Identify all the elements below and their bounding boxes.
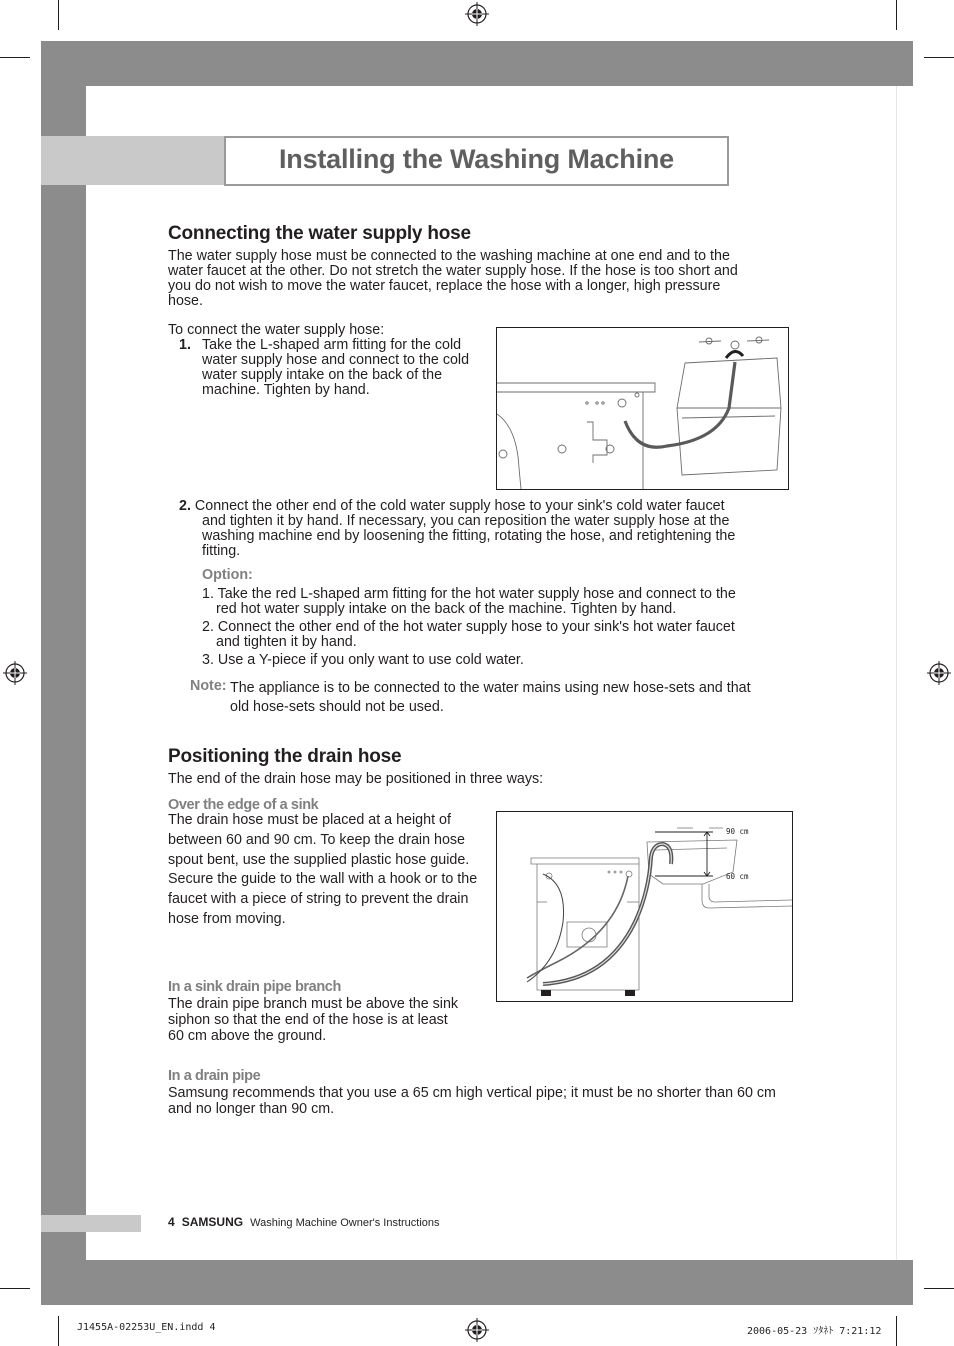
title-box bbox=[224, 136, 729, 186]
step2-continued: and tighten it by hand. If necessary, you can reposition the water supply hose at the washing machine end by loosening the fitting, rotating the hose, and retightening the fitting. bbox=[202, 513, 736, 559]
crop-mark bbox=[896, 1316, 897, 1346]
water-supply-intro: The water supply hose must be connected to the washing machine at one end and to the water faucet at the other. Do not stretch the water supply hose. If the hose is too short and you do not wish to move the water faucet, replace the hose with a longer, high pressure hose. bbox=[168, 248, 738, 309]
drain-pipe-text: Samsung recommends that you use a 65 cm high vertical pipe; it must be no shorter than 60 cm and no longer than 90 cm. bbox=[168, 1085, 776, 1117]
registration-mark-icon bbox=[465, 2, 489, 26]
subheading-sink-drain-branch: In a sink drain pipe branch bbox=[168, 979, 341, 995]
step2-first-line: 2. Connect the other end of the cold water supply hose to your sink's cold water faucet bbox=[179, 498, 725, 514]
crop-mark bbox=[58, 1316, 59, 1346]
option-label: Option: bbox=[202, 567, 253, 583]
subheading-drain-pipe: In a drain pipe bbox=[168, 1068, 261, 1084]
step1-number: 1. bbox=[179, 337, 191, 353]
note-text: The appliance is to be connected to the water mains using new hose-sets and that old hose-sets should not be used. bbox=[230, 680, 751, 715]
slug-filename: J1455A-02253U_EN.indd 4 bbox=[77, 1322, 216, 1333]
page-number: 4 bbox=[168, 1215, 175, 1229]
over-edge-text: The drain hose must be placed at a height of between 60 and 90 cm. To keep the drain hose spout bent, use the supplied plastic hose guide. Secure the guide to the wall with a hook or to the faucet with a piece of string to prevent the drain hose from moving. bbox=[168, 812, 478, 927]
option-item-3: 3. Use a Y-piece if you only want to use cold water. bbox=[202, 652, 524, 668]
crop-mark bbox=[896, 0, 897, 30]
registration-mark-icon bbox=[3, 661, 27, 685]
title-accent-band bbox=[41, 136, 225, 185]
registration-mark-icon bbox=[465, 1318, 489, 1342]
top-frame-bar bbox=[41, 41, 913, 86]
option-item-2: 2. Connect the other end of the hot water supply hose to your sink's hot water faucet and tighten it by hand. bbox=[202, 619, 735, 650]
water-supply-illustration bbox=[496, 327, 789, 490]
footer-text: Washing Machine Owner's Instructions bbox=[250, 1217, 440, 1229]
footer-accent-band bbox=[41, 1215, 141, 1232]
step1-text: Take the L-shaped arm fitting for the cold water supply hose and connect to the cold water supply intake on the back of the machine. Tighten by hand. bbox=[202, 337, 470, 398]
crop-mark bbox=[924, 57, 954, 58]
page-title: Installing the Washing Machine bbox=[278, 144, 675, 174]
option-item-1: 1. Take the red L-shaped arm fitting for the hot water supply hose and connect to the red hot water supply intake on the back of the machine. Tighten by hand. bbox=[202, 586, 736, 617]
page-footer bbox=[168, 1215, 440, 1229]
crop-mark bbox=[924, 1288, 954, 1289]
sink-drain-branch-text: The drain pipe branch must be above the sink siphon so that the end of the hose is at least 60 cm above the ground. bbox=[168, 996, 459, 1044]
brand-name: SAMSUNG bbox=[181, 1215, 244, 1229]
right-page-edge bbox=[896, 86, 913, 1260]
crop-mark bbox=[58, 0, 59, 30]
dimension-label-60: 60 cm bbox=[726, 872, 749, 881]
section-heading-drain-hose: Positioning the drain hose bbox=[168, 746, 402, 767]
step2-number: 2. bbox=[179, 498, 191, 514]
left-frame-bar bbox=[41, 41, 86, 1305]
registration-mark-icon bbox=[927, 661, 951, 685]
section-heading-water-supply: Connecting the water supply hose bbox=[168, 223, 471, 244]
crop-mark bbox=[0, 57, 30, 58]
bottom-frame-bar bbox=[41, 1260, 913, 1305]
note-label: Note: bbox=[190, 678, 227, 694]
crop-mark bbox=[0, 1288, 30, 1289]
drain-hose-illustration bbox=[496, 811, 793, 1002]
slug-timestamp: 2006-05-23 ｿﾀﾈﾄ 7:21:12 bbox=[747, 1326, 882, 1337]
drain-hose-intro: The end of the drain hose may be positioned in three ways: bbox=[168, 771, 544, 787]
dimension-label-90: 90 cm bbox=[726, 827, 749, 836]
subheading-over-edge: Over the edge of a sink bbox=[168, 797, 319, 813]
to-connect-label: To connect the water supply hose: bbox=[168, 322, 385, 338]
